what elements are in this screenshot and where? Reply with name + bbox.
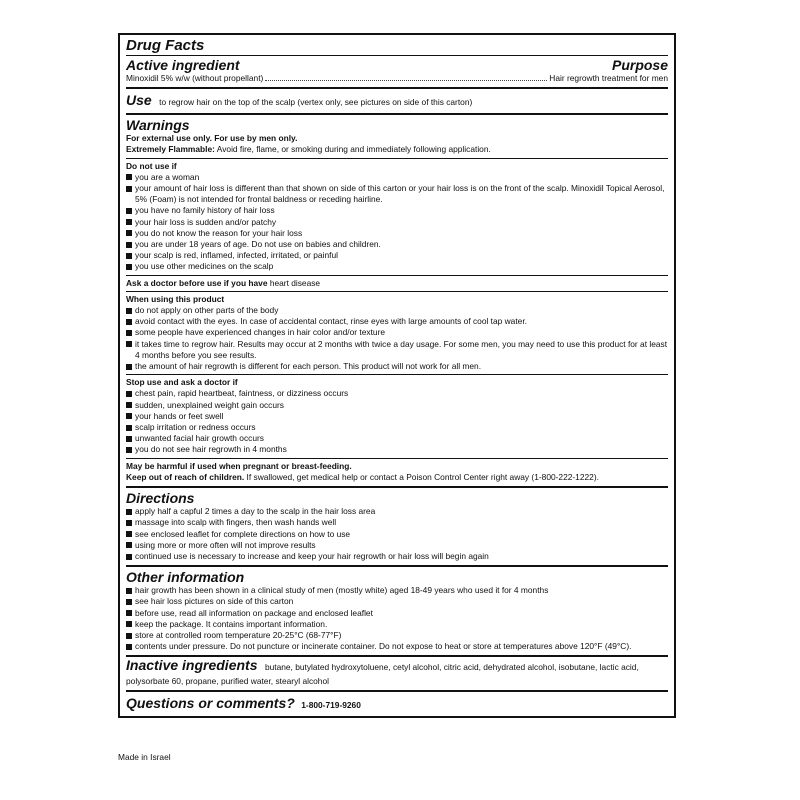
flammable-warning <box>126 144 668 155</box>
stop-use-block <box>126 375 668 458</box>
other-info-heading: Other information <box>126 569 245 586</box>
active-ingredient-heading: Active ingredient <box>126 57 240 73</box>
flammable-text: Avoid fire, flame, or smoking during and immediately following application. <box>216 144 491 155</box>
pregnancy-warning: May be harmful if used when pregnant or breast-feeding. <box>126 460 352 471</box>
active-ingredient-row <box>126 73 668 84</box>
list-item: sudden, unexplained weight gain occurs <box>126 400 668 411</box>
list-item: it takes time to regrow hair. Results may occur at 2 months with twice a day usage. For some men, you may need to use this product for at least 4 months before you see results. <box>126 339 668 361</box>
list-item: your scalp is red, inflamed, infected, irritated, or painful <box>126 250 668 261</box>
questions-phone: 1-800-719-9260 <box>301 699 361 710</box>
directions-heading: Directions <box>126 490 195 507</box>
stop-use-heading: Stop use and ask a doctor if <box>126 377 238 388</box>
list-item: massage into scalp with fingers, then wash hands well <box>126 517 668 528</box>
when-using-block <box>126 292 668 375</box>
inactive-heading: Inactive ingredients <box>126 657 258 674</box>
list-item: your amount of hair loss is different than that shown on side of this carton or your hair loss is on the front of the scalp. Minoxidil Topical Aerosol, 5% (Foam) is not intended for frontal baldness or receding hairline. <box>126 183 668 205</box>
children-text: If swallowed, get medical help or contact a Poison Control Center right away (1-800-222-1222). <box>246 471 599 482</box>
questions-heading: Questions or comments? <box>126 694 295 711</box>
external-use-warning: For external use only. For use by men only. <box>126 133 298 144</box>
warnings-heading: Warnings <box>126 117 190 134</box>
list-item: your hair loss is sudden and/or patchy <box>126 217 668 228</box>
list-item: some people have experienced changes in hair color and/or texture <box>126 327 668 338</box>
list-item: the amount of hair regrowth is different for each person. This product will not work for all men. <box>126 361 668 372</box>
list-item: your hands or feet swell <box>126 411 668 422</box>
stop-use-list <box>126 388 668 455</box>
directions-list <box>126 506 668 562</box>
use-heading: Use <box>126 92 152 109</box>
list-item: avoid contact with the eyes. In case of accidental contact, rinse eyes with large amounts of cool tap water. <box>126 316 668 327</box>
pregnancy-children-block <box>126 459 668 486</box>
do-not-use-list <box>126 172 668 273</box>
ask-doctor-text: heart disease <box>269 277 321 288</box>
list-item: you do not know the reason for your hair loss <box>126 228 668 239</box>
active-ingredient-purpose: Hair regrowth treatment for men <box>549 73 668 83</box>
list-item: you have no family history of hair loss <box>126 205 668 216</box>
questions-section <box>126 692 668 716</box>
inactive-section <box>126 657 668 691</box>
other-info-section <box>126 567 668 657</box>
when-using-list <box>126 305 668 372</box>
active-ingredient-section <box>126 35 668 89</box>
list-item: chest pain, rapid heartbeat, faintness, or dizziness occurs <box>126 388 668 399</box>
children-warning <box>126 472 668 483</box>
do-not-use-heading: Do not use if <box>126 160 177 171</box>
drug-facts-title: Drug Facts <box>126 35 668 56</box>
list-item: do not apply on other parts of the body <box>126 305 668 316</box>
flammable-label: Extremely Flammable: <box>126 144 215 155</box>
active-heading-row <box>126 57 668 73</box>
list-item: before use, read all information on package and enclosed leaflet <box>126 608 668 619</box>
other-info-list <box>126 585 668 652</box>
made-in-label: Made in Israel <box>118 752 171 762</box>
list-item: hair growth has been shown in a clinical study of men (mostly white) aged 18-49 years who used it for 4 months <box>126 585 668 596</box>
active-ingredient-name: Minoxidil 5% w/w (without propellant) <box>126 73 264 83</box>
list-item: see enclosed leaflet for complete directions on how to use <box>126 529 668 540</box>
drug-facts-panel <box>118 33 676 718</box>
list-item: scalp irritation or redness occurs <box>126 422 668 433</box>
list-item: unwanted facial hair growth occurs <box>126 433 668 444</box>
list-item: using more or more often will not improve results <box>126 540 668 551</box>
directions-section <box>126 488 668 567</box>
ask-doctor-block <box>126 276 668 292</box>
list-item: contents under pressure. Do not puncture or incinerate container. Do not expose to heat or store at temperatures above 120°F (49°C). <box>126 641 668 652</box>
when-using-heading: When using this product <box>126 293 225 304</box>
warnings-section <box>126 115 668 488</box>
list-item: store at controlled room temperature 20-25°C (68-77°F) <box>126 630 668 641</box>
list-item: you are a woman <box>126 172 668 183</box>
list-item: you use other medicines on the scalp <box>126 261 668 272</box>
list-item: continued use is necessary to increase and keep your hair regrowth or hair loss will begin again <box>126 551 668 562</box>
do-not-use-block <box>126 159 668 276</box>
list-item: you do not see hair regrowth in 4 months <box>126 444 668 455</box>
warnings-intro <box>126 115 668 158</box>
list-item: keep the package. It contains important information. <box>126 619 668 630</box>
list-item: see hair loss pictures on side of this carton <box>126 596 668 607</box>
use-text: to regrow hair on the top of the scalp (vertex only, see pictures on side of this carton) <box>159 97 473 108</box>
list-item: you are under 18 years of age. Do not use on babies and children. <box>126 239 668 250</box>
leader-dots <box>265 80 547 81</box>
purpose-heading: Purpose <box>611 57 668 73</box>
use-section <box>126 89 668 115</box>
inactive-text: butane, butylated hydroxytoluene, cetyl alcohol, citric acid, dehydrated alcohol, isobutane, lactic acid, polysorbate 60, propane, purified water, stearyl alcohol <box>126 662 639 686</box>
list-item: apply half a capful 2 times a day to the scalp in the hair loss area <box>126 506 668 517</box>
ask-doctor-heading: Ask a doctor before use if you have <box>126 277 268 288</box>
children-label: Keep out of reach of children. <box>126 471 245 482</box>
